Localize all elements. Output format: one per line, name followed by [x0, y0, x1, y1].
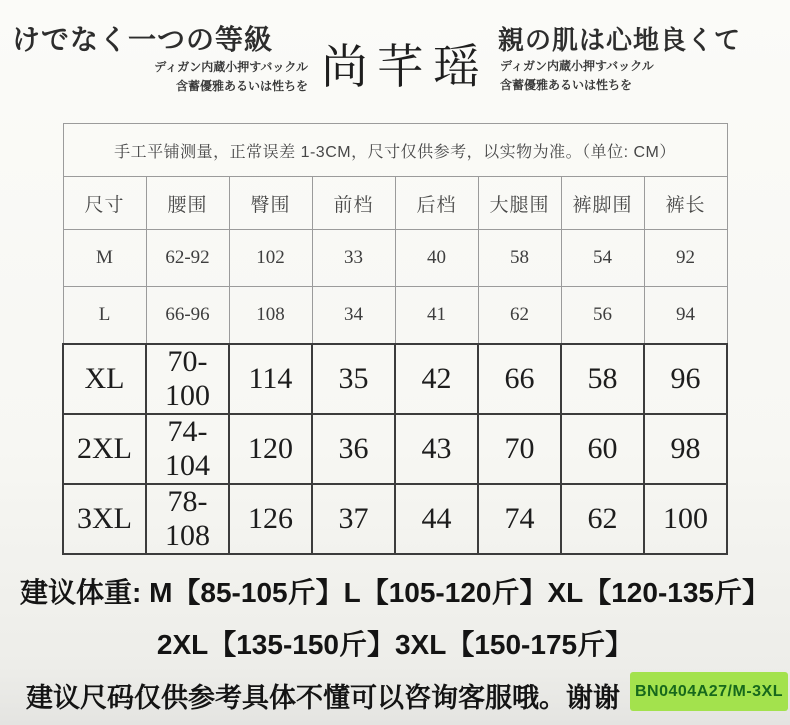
measure-cell: 35 [312, 344, 395, 414]
table-row [63, 344, 727, 414]
measure-cell: 62 [478, 287, 561, 345]
measure-cell: 40 [395, 230, 478, 287]
measure-cell: 54 [561, 230, 644, 287]
table-note: 手工平铺测量，正常误差 1-3CM，尺寸仅供参考，以实物为准。（单位: CM） [63, 124, 727, 177]
header-right-block [498, 18, 780, 94]
size-cell: L [63, 287, 146, 345]
measure-cell: 70 [478, 414, 561, 484]
measure-cell: 66-96 [146, 287, 229, 345]
size-cell: 3XL [63, 484, 146, 554]
size-table [62, 123, 728, 555]
column-header: 腰围 [146, 177, 229, 230]
measure-cell: 74-104 [146, 414, 229, 484]
table-row [63, 287, 727, 345]
column-header: 大腿围 [478, 177, 561, 230]
measure-cell: 37 [312, 484, 395, 554]
table-row [63, 414, 727, 484]
measure-cell: 56 [561, 287, 644, 345]
measure-cell: 126 [229, 484, 312, 554]
column-header: 裤脚围 [561, 177, 644, 230]
right-subtext-1: ディガン内蔵小押すバックル [500, 59, 654, 73]
measure-cell: 58 [561, 344, 644, 414]
measure-cell: 78-108 [146, 484, 229, 554]
size-advice-line: 建议尺码仅供参考具体不懂可以咨询客服哦。谢谢 [26, 683, 620, 713]
right-subtext-2: 含蓄優雅あるいは性ちを [500, 77, 633, 92]
measure-cell: 94 [644, 287, 727, 345]
table-row [63, 230, 727, 287]
measure-cell: 96 [644, 344, 727, 414]
table-row [63, 484, 727, 554]
measure-cell: 66 [478, 344, 561, 414]
measure-cell: 70-100 [146, 344, 229, 414]
measure-cell: 102 [229, 230, 312, 287]
size-table-body [63, 230, 727, 555]
measure-cell: 43 [395, 414, 478, 484]
measure-cell: 92 [644, 230, 727, 287]
measure-cell: 62 [561, 484, 644, 554]
measure-cell: 108 [229, 287, 312, 345]
product-code-badge: BN0404A27/M-3XL [630, 672, 788, 711]
measure-cell: 33 [312, 230, 395, 287]
column-header: 裤长 [644, 177, 727, 230]
measure-cell: 100 [644, 484, 727, 554]
suggested-weight-line-1: 建议体重: M【85-105斤】L【105-120斤】XL【120-135斤】 [19, 577, 770, 608]
measure-cell: 98 [644, 414, 727, 484]
measure-cell: 44 [395, 484, 478, 554]
page-header [0, 0, 790, 97]
brand-title: 尚芊瑶 [321, 40, 489, 93]
measure-cell: 120 [229, 414, 312, 484]
column-header: 臀围 [229, 177, 312, 230]
size-cell: 2XL [63, 414, 146, 484]
left-tagline: けでなく一つの等級 [12, 25, 274, 56]
measure-cell: 74 [478, 484, 561, 554]
header-left-block [12, 18, 312, 95]
table-header-row [63, 177, 727, 230]
measure-cell: 60 [561, 414, 644, 484]
size-cell: XL [63, 344, 146, 414]
column-header: 后档 [395, 177, 478, 230]
size-cell: M [63, 230, 146, 287]
measure-cell: 62-92 [146, 230, 229, 287]
table-note-row [63, 124, 727, 177]
column-header: 前档 [312, 177, 395, 230]
right-tagline: 親の肌は心地良くて [498, 26, 742, 55]
measure-cell: 36 [312, 414, 395, 484]
measure-cell: 42 [395, 344, 478, 414]
left-subtext-2: 含蓄優雅あるいは性ちを [175, 78, 308, 93]
measure-cell: 58 [478, 230, 561, 287]
column-header: 尺寸 [63, 177, 146, 230]
left-subtext-1: ディガン内蔵小押すバックル [154, 60, 308, 74]
measure-cell: 114 [229, 344, 312, 414]
measure-cell: 41 [395, 287, 478, 345]
suggested-weight-line-2: 2XL【135-150斤】3XL【150-175斤】 [156, 629, 634, 660]
measure-cell: 34 [312, 287, 395, 345]
